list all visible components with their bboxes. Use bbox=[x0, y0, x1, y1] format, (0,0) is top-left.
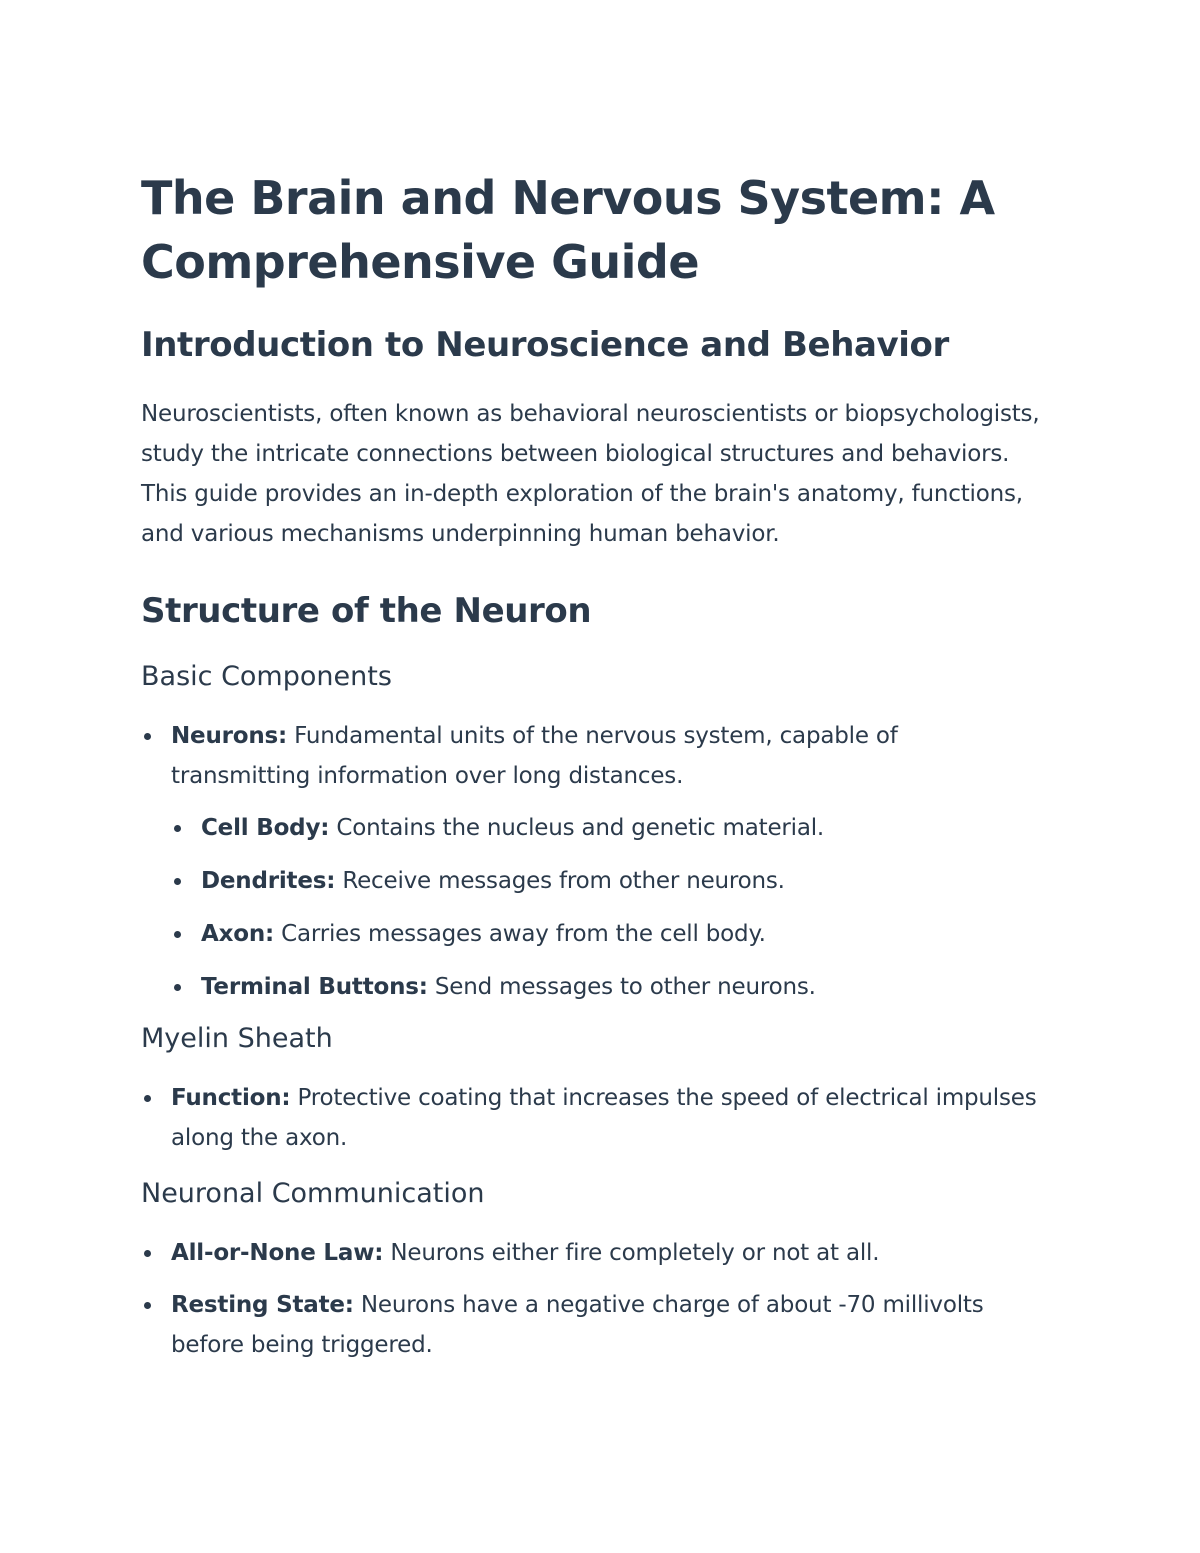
document-page bbox=[141, 166, 1041, 1365]
bullet-icon bbox=[144, 733, 151, 740]
term-label: Cell Body: bbox=[201, 815, 330, 841]
bullet-icon bbox=[174, 984, 181, 991]
section-heading-introduction: Introduction to Neuroscience and Behavior bbox=[141, 325, 949, 365]
term-label: Terminal Buttons: bbox=[201, 974, 428, 1000]
term-label: Resting State: bbox=[171, 1292, 354, 1318]
list-item-dendrites bbox=[171, 861, 1041, 901]
section-heading-neuron-structure: Structure of the Neuron bbox=[141, 591, 592, 631]
subsection-heading-myelin-sheath: Myelin Sheath bbox=[141, 1023, 333, 1054]
bullet-icon bbox=[144, 1095, 151, 1102]
term-description: Neurons either fire completely or not at all. bbox=[383, 1240, 880, 1266]
term-description: Send messages to other neurons. bbox=[427, 974, 816, 1000]
term-description: Contains the nucleus and genetic material. bbox=[329, 815, 825, 841]
list-item-neurons bbox=[141, 716, 1041, 1007]
basic-components-list bbox=[141, 716, 1041, 1007]
list-item-function bbox=[141, 1078, 1041, 1158]
document-title: The Brain and Nervous System: A Comprehensive Guide bbox=[141, 171, 995, 289]
term-label: Dendrites: bbox=[201, 868, 336, 894]
term-description: Receive messages from other neurons. bbox=[335, 868, 785, 894]
list-item-resting-state bbox=[141, 1285, 1041, 1365]
list-item-cell-body bbox=[171, 808, 1041, 848]
term-label: Function: bbox=[171, 1085, 291, 1111]
myelin-sheath-list bbox=[141, 1078, 1041, 1158]
bullet-icon bbox=[144, 1302, 151, 1309]
list-item-terminal-buttons bbox=[171, 967, 1041, 1007]
list-item-all-or-none-law bbox=[141, 1233, 1041, 1273]
introduction-paragraph: Neuroscientists, often known as behavioral neuroscientists or biopsychologists, study the intricate connections between biological structures and behaviors. This guide provides an in-depth exploration of the brain's anatomy, functions, and various mechanisms underpinning human behavior. bbox=[141, 401, 1040, 547]
term-label: All-or-None Law: bbox=[171, 1240, 384, 1266]
bullet-icon bbox=[174, 825, 181, 832]
bullet-icon bbox=[174, 931, 181, 938]
bullet-icon bbox=[174, 878, 181, 885]
subsection-heading-neuronal-communication: Neuronal Communication bbox=[141, 1178, 485, 1209]
neuronal-communication-list bbox=[141, 1233, 1041, 1365]
term-description: Carries messages away from the cell body. bbox=[274, 921, 766, 947]
term-label: Axon: bbox=[201, 921, 275, 947]
term-description: Fundamental units of the nervous system, capable of transmitting information over long distances. bbox=[171, 723, 898, 789]
list-item-axon bbox=[171, 914, 1041, 954]
term-description: Neurons have a negative charge of about -70 millivolts before being triggered. bbox=[171, 1292, 984, 1358]
term-label: Neurons: bbox=[171, 723, 288, 749]
bullet-icon bbox=[144, 1250, 151, 1257]
term-description: Protective coating that increases the speed of electrical impulses along the axon. bbox=[171, 1085, 1037, 1151]
subsection-heading-basic-components: Basic Components bbox=[141, 661, 392, 692]
neuron-parts-list bbox=[171, 808, 1041, 1007]
